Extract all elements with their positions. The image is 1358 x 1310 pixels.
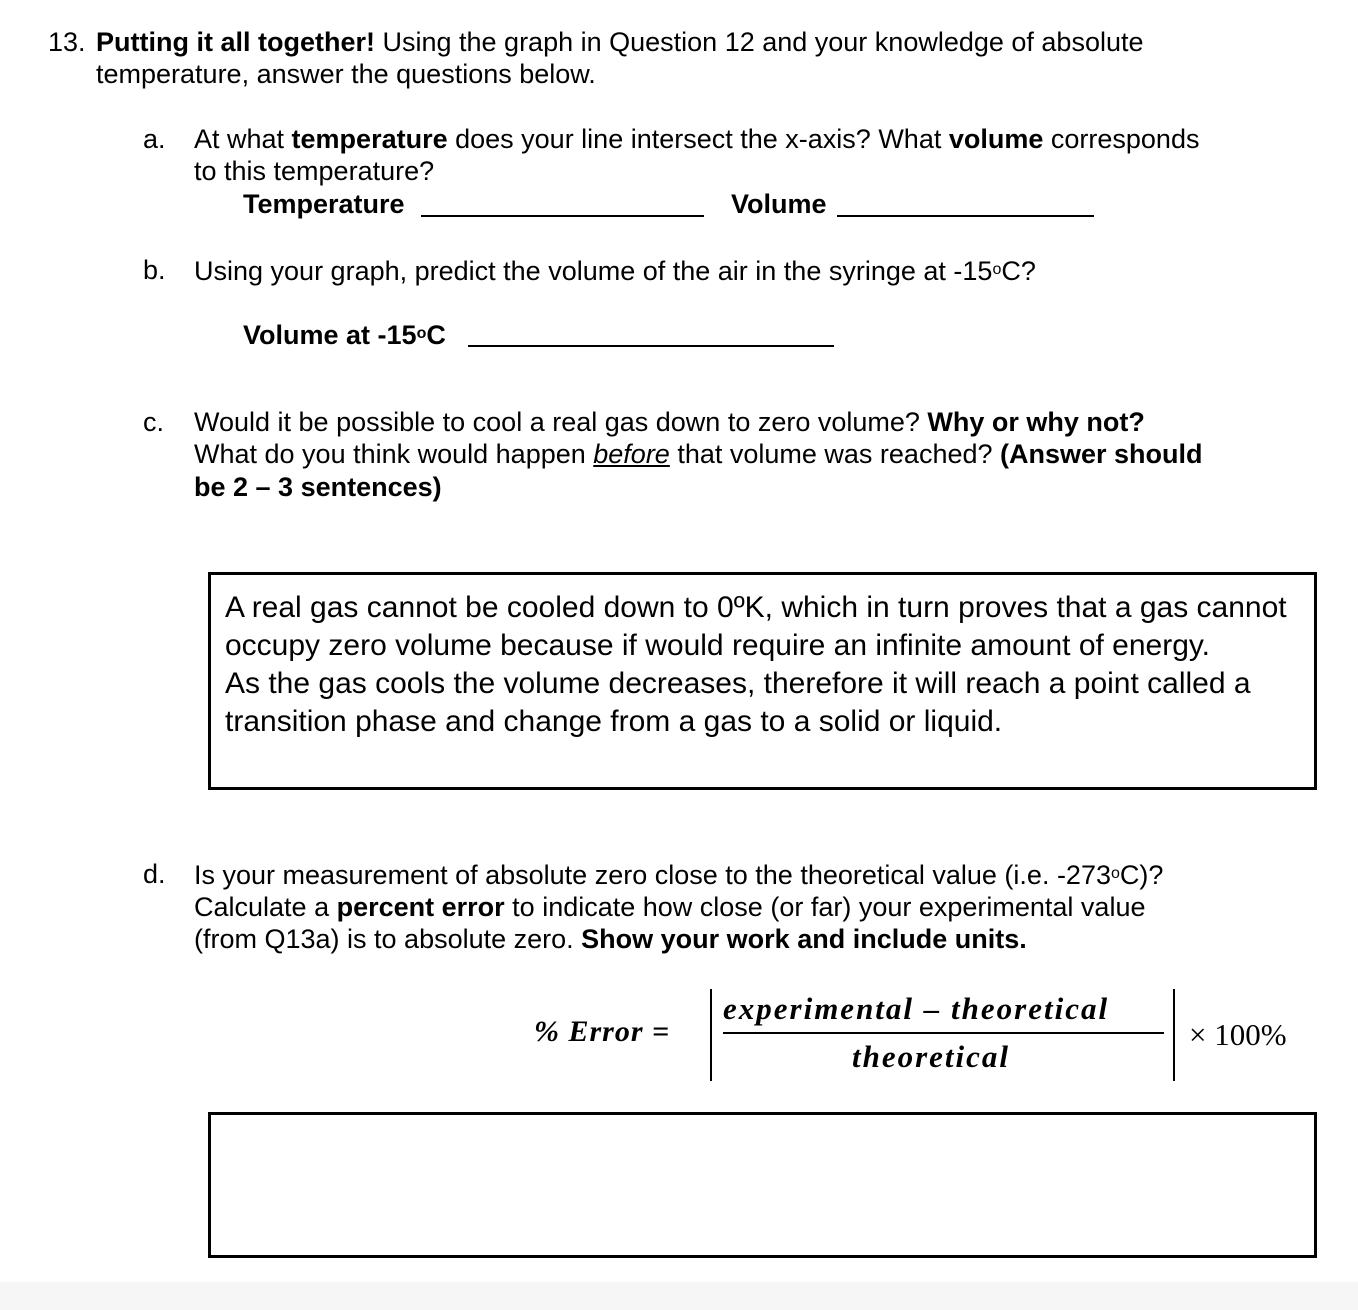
part-c-letter: c. (143, 407, 165, 437)
part-a-letter: a. (143, 124, 166, 154)
question-bold-lead: Putting it all together! (96, 27, 375, 57)
part-c-line-3: be 2 – 3 sentences) (194, 472, 442, 502)
page-bottom-band (0, 1282, 1358, 1310)
volume-label: Volume (731, 189, 827, 219)
question-line-2: temperature, answer the questions below. (96, 59, 596, 89)
part-d-answer-box[interactable] (208, 1112, 1317, 1258)
formula-denominator: theoretical (852, 1039, 1011, 1074)
part-c-answer-box[interactable] (208, 572, 1317, 790)
volume-answer-line[interactable] (837, 215, 1094, 217)
formula-abs-bar-right (1173, 989, 1175, 1081)
formula-lhs: % Error = (534, 1015, 671, 1048)
question-number: 13. (48, 27, 86, 57)
formula-fraction-bar (723, 1032, 1164, 1034)
formula-abs-bar-left (710, 989, 712, 1081)
question-text-1: Using the graph in Question 12 and your knowledge of absolute (374, 27, 1144, 57)
volume-at-temp-label: Volume at -15$^o$C (243, 320, 446, 350)
part-d-letter: d. (143, 859, 166, 889)
temperature-answer-line[interactable] (421, 215, 704, 217)
part-c-line-1: Would it be possible to cool a real gas down to zero volume? Why or why not? (194, 407, 1145, 437)
temperature-label: Temperature (243, 189, 405, 219)
formula-numerator: experimental – theoretical (723, 991, 1110, 1026)
question-line-1 (96, 26, 1144, 58)
formula-multiplier: × 100% (1189, 1017, 1287, 1052)
part-d-line-2: Calculate a percent error to indicate how close (or far) your experimental value (194, 892, 1146, 922)
part-a-line-2: to this temperature? (194, 156, 435, 186)
part-c-line-2: What do you think would happen before that volume was reached? (Answer should (194, 439, 1203, 469)
part-d-line-3: (from Q13a) is to absolute zero. Show your work and include units. (194, 924, 1027, 954)
volume-at-temp-answer-line[interactable] (468, 345, 834, 347)
part-c-answer-p2: As the gas cools the volume decreases, therefore it will reach a point called a transition phase and change from a gas to a solid or liquid. (225, 667, 1251, 738)
part-c-answer-p1: A real gas cannot be cooled down to 0ºK, which in turn proves that a gas cannot occupy zero volume because if would require an infinite amount of energy. (225, 591, 1287, 662)
part-b-question: Using your graph, predict the volume of the air in the syringe at -15$^o$C? (194, 256, 1036, 286)
part-a-line-1: At what temperature does your line intersect the x-axis? What volume corresponds (194, 124, 1200, 154)
percent-error-formula (530, 985, 1310, 1085)
part-b-letter: b. (143, 255, 166, 285)
part-d-line-1: Is your measurement of absolute zero close to the theoretical value (i.e. -273$^o$C)? (194, 860, 1164, 890)
